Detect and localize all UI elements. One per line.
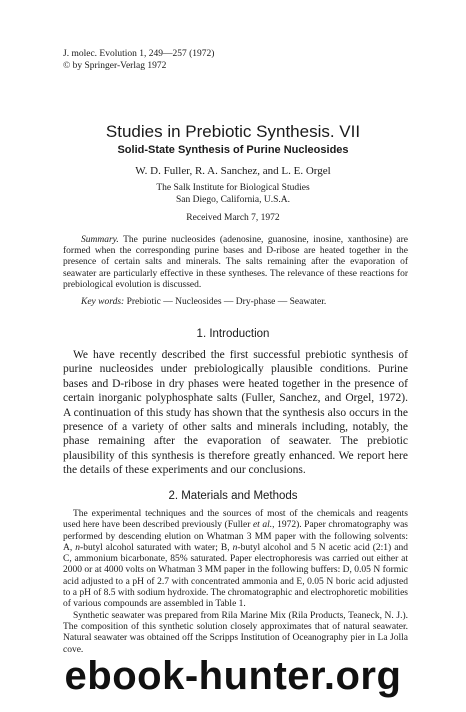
affiliation-line-2: San Diego, California, U.S.A. — [176, 194, 290, 205]
affiliation-line-1: The Salk Institute for Biological Studies — [156, 183, 310, 193]
summary-paragraph — [63, 235, 408, 291]
summary-label: Summary. — [81, 235, 119, 245]
summary-text: The purine nucleosides (adenosine, guanosine, inosine, xanthosine) are formed when the corresponding purine bases and D-ribose are heated together in the presence of certain salts and minerals. The salts remaining after the evaporation of seawater are particularly effective in these syntheses. The relevance of these reactions for prebiological evolution is discussed. — [63, 235, 408, 290]
mm-etal: et al. — [252, 520, 273, 531]
affiliation — [0, 183, 466, 206]
journal-citation: J. molec. Evolution 1, 249—257 (1972) — [63, 49, 215, 59]
paper-authors: W. D. Fuller, R. A. Sanchez, and L. E. Orgel — [135, 165, 331, 177]
received-date: Received March 7, 1972 — [186, 213, 280, 223]
keywords-text: Prebiotic — Nucleosides — Dry-phase — Seawater. — [124, 297, 327, 307]
mm-n-prefix-1: n — [75, 542, 81, 553]
materials-paragraph-2: Synthetic seawater was prepared from Rila Marine Mix (Rila Products, Teaneck, N. J.). The composition of this synthetic solution closely approximates that of natural seawater. Natural seawater was obtained off the Scripps Institution of Oceanography pier in La Jolla cove. — [63, 610, 408, 655]
journal-meta — [63, 48, 214, 72]
mm-text-a: The experimental techniques and the sources of most of the chemicals and reagents used here have been described previously (Fuller — [63, 509, 408, 531]
mm-text-c: -butyl alcohol saturated with water; B, — [80, 542, 233, 553]
paper-title: Studies in Prebiotic Synthesis. VII — [105, 122, 361, 141]
paper-subtitle: Solid-State Synthesis of Purine Nucleosides — [117, 144, 349, 156]
section-heading-materials-methods: 2. Materials and Methods — [168, 490, 298, 502]
keywords-label: Key words: — [81, 297, 125, 307]
section-heading-introduction: 1. Introduction — [196, 328, 270, 340]
keywords-line — [63, 296, 408, 308]
materials-paragraph-1 — [63, 509, 408, 611]
mm-n-prefix-2: n — [232, 542, 238, 553]
introduction-paragraph: We have recently described the first successful prebiotic synthesis of purine nucleosides under prebiologically plausible conditions. Purine bases and D-ribose in dry phases were heated together in the presence of certain inorganic polyphosphate salts (Fuller, Sanchez, and Orgel, 1972). A continuation of this study has shown that the synthesis also occurs in the presence of a variety of other salts and minerals including, notably, the phase remaining after the evaporation of seawater. The prebiotic plausibility of this synthesis is therefore greatly enhanced. We report here the details of these experiments and our conclusions. — [63, 349, 408, 477]
mm-text-d: -butyl alcohol and 5 N acetic acid (2:1) and C, ammonium bicarbonate, 85% saturated. Paper electrophoresis was carried out either at 2000 or at 4000 volts on Whatman 3 MM paper in the following buffers: D, 0.05 N formic acid adjusted to a pH of 2.7 with concentrated ammonia and E, 0.05 N boric acid adjusted to a pH of 8.5 with sodium hydroxide. The chromatographic and electrophoretic mobilities of various compounds are assembled in Table 1. — [63, 542, 408, 610]
copyright-line: © by Springer-Verlag 1972 — [63, 61, 167, 71]
watermark-text: ebook-hunter.org — [64, 654, 402, 698]
mm-text-b: , 1972). Paper chromatography was performed by descending elution on Whatman 3 MM paper with the following solvents: A, — [63, 520, 408, 553]
materials-methods-body — [63, 509, 408, 656]
